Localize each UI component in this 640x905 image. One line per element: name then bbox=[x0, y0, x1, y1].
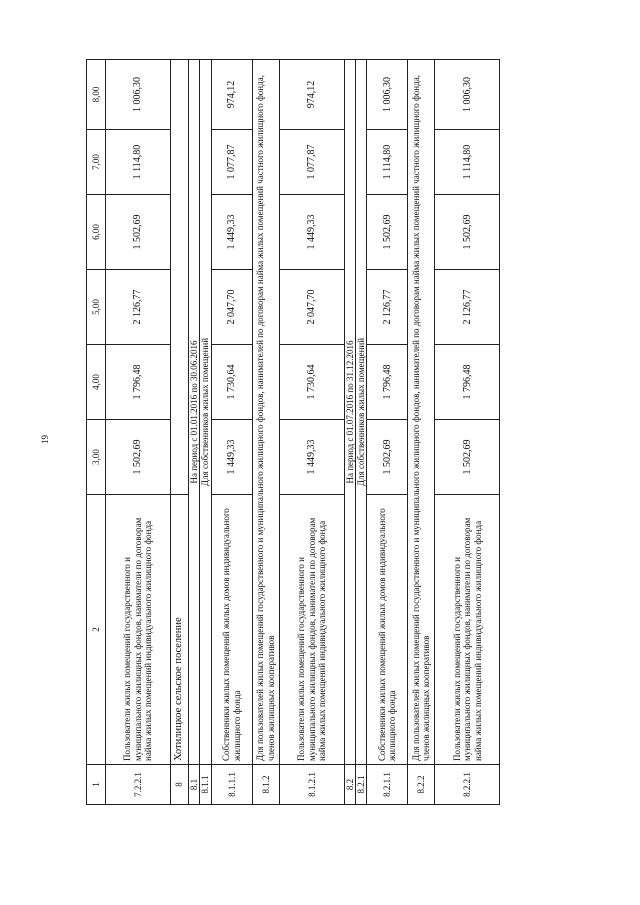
category-row bbox=[252, 60, 279, 805]
section-row bbox=[171, 60, 189, 805]
value-cell: 1 502,69 bbox=[106, 195, 171, 270]
subperiod-row bbox=[200, 60, 211, 805]
empty-cell bbox=[171, 60, 189, 495]
value-cell: 1 502,69 bbox=[435, 195, 500, 270]
value-cell: 1 796,48 bbox=[106, 345, 171, 420]
value-cell: 1 006,30 bbox=[106, 60, 171, 130]
table-row bbox=[279, 60, 344, 805]
row-description: Пользователи жилых помещений государственного и муниципального жилищных фондов, наниматели по договорам найма жилых помещений индивидуального жилищного фонда bbox=[279, 495, 344, 765]
row-number: 8.1 bbox=[189, 765, 200, 805]
rotated-document-page bbox=[40, 60, 623, 805]
header-row bbox=[87, 60, 106, 805]
value-cell: 2 126,77 bbox=[367, 270, 408, 345]
value-cell: 1 077,87 bbox=[279, 130, 344, 195]
value-cell: 2 047,70 bbox=[279, 270, 344, 345]
value-cell: 1 730,64 bbox=[279, 345, 344, 420]
row-number: 8.1.1.1 bbox=[211, 765, 252, 805]
value-cell: 1 114,80 bbox=[435, 130, 500, 195]
tariff-table bbox=[86, 59, 500, 805]
value-cell: 2 126,77 bbox=[106, 270, 171, 345]
header-cell: 4,00 bbox=[87, 345, 106, 420]
row-number: 8.1.2 bbox=[252, 765, 279, 805]
period-row bbox=[189, 60, 200, 805]
value-cell: 1 730,64 bbox=[211, 345, 252, 420]
row-number: 8.2 bbox=[344, 765, 355, 805]
period-label: На период с 01.01.2016 по 30.06.2016 bbox=[189, 60, 200, 765]
table-row bbox=[211, 60, 252, 805]
value-cell: 2 126,77 bbox=[435, 270, 500, 345]
subperiod-label: Для собственников жилых помещений bbox=[200, 60, 211, 765]
row-number: 8 bbox=[171, 765, 189, 805]
value-cell: 1 796,48 bbox=[367, 345, 408, 420]
header-cell: 8,00 bbox=[87, 60, 106, 130]
category-label: Для пользователей жилых помещений государственного и муниципального жилищного фондов, нанимателей по договорам найма жилых помещений частного жилищного фонда, членов жилищных кооперативов bbox=[252, 60, 279, 765]
value-cell: 1 449,33 bbox=[211, 195, 252, 270]
row-description: Пользователи жилых помещений государственного и муниципального жилищных фондов, наниматели по договорам найма жилых помещений индивидуального жилищного фонда bbox=[435, 495, 500, 765]
period-label: На период с 01.07.2016 по 31.12.2016 bbox=[344, 60, 355, 765]
row-number: 8.1.1 bbox=[200, 765, 211, 805]
table-row bbox=[106, 60, 171, 805]
value-cell: 1 502,69 bbox=[367, 195, 408, 270]
row-number: 8.1.2.1 bbox=[279, 765, 344, 805]
category-row bbox=[408, 60, 435, 805]
header-cell: 3,00 bbox=[87, 420, 106, 495]
value-cell: 1 114,80 bbox=[367, 130, 408, 195]
value-cell: 1 449,33 bbox=[279, 420, 344, 495]
value-cell: 1 502,69 bbox=[435, 420, 500, 495]
row-number: 8.2.1 bbox=[356, 765, 367, 805]
value-cell: 1 502,69 bbox=[367, 420, 408, 495]
value-cell: 1 114,80 bbox=[106, 130, 171, 195]
header-cell: 2 bbox=[87, 495, 106, 765]
subperiod-row bbox=[356, 60, 367, 805]
page-number: 19 bbox=[40, 435, 50, 444]
value-cell: 2 047,70 bbox=[211, 270, 252, 345]
row-description: Пользователи жилых помещений государственного и муниципального жилищных фондов, наниматели по договорам найма жилых помещений индивидуального жилищного фонда bbox=[106, 495, 171, 765]
header-cell: 7,00 bbox=[87, 130, 106, 195]
header-cell: 5,00 bbox=[87, 270, 106, 345]
value-cell: 1 006,30 bbox=[367, 60, 408, 130]
header-cell: 6,00 bbox=[87, 195, 106, 270]
value-cell: 1 077,87 bbox=[211, 130, 252, 195]
subperiod-label: Для собственников жилых помещений bbox=[356, 60, 367, 765]
category-label: Для пользователей жилых помещений государственного и муниципального жилищного фондов, нанимателей по договорам найма жилых помещений частного жилищного фонда, членов жилищных кооперативов bbox=[408, 60, 435, 765]
row-number: 8.2.2 bbox=[408, 765, 435, 805]
value-cell: 1 006,30 bbox=[435, 60, 500, 130]
value-cell: 1 449,33 bbox=[211, 420, 252, 495]
section-title: Хотилицкое сельское поселение bbox=[171, 495, 189, 765]
header-cell: 1 bbox=[87, 765, 106, 805]
period-row bbox=[344, 60, 355, 805]
value-cell: 1 796,48 bbox=[435, 345, 500, 420]
row-number: 8.2.2.1 bbox=[435, 765, 500, 805]
table-row bbox=[435, 60, 500, 805]
row-number: 8.2.1.1 bbox=[367, 765, 408, 805]
value-cell: 974,12 bbox=[211, 60, 252, 130]
row-number: 7.2.2.1 bbox=[106, 765, 171, 805]
value-cell: 1 449,33 bbox=[279, 195, 344, 270]
table-row bbox=[367, 60, 408, 805]
row-description: Собственники жилых помещений жилых домов индивидуального жилищного фонда bbox=[211, 495, 252, 765]
value-cell: 974,12 bbox=[279, 60, 344, 130]
value-cell: 1 502,69 bbox=[106, 420, 171, 495]
row-description: Собственники жилых помещений жилых домов индивидуального жилищного фонда bbox=[367, 495, 408, 765]
